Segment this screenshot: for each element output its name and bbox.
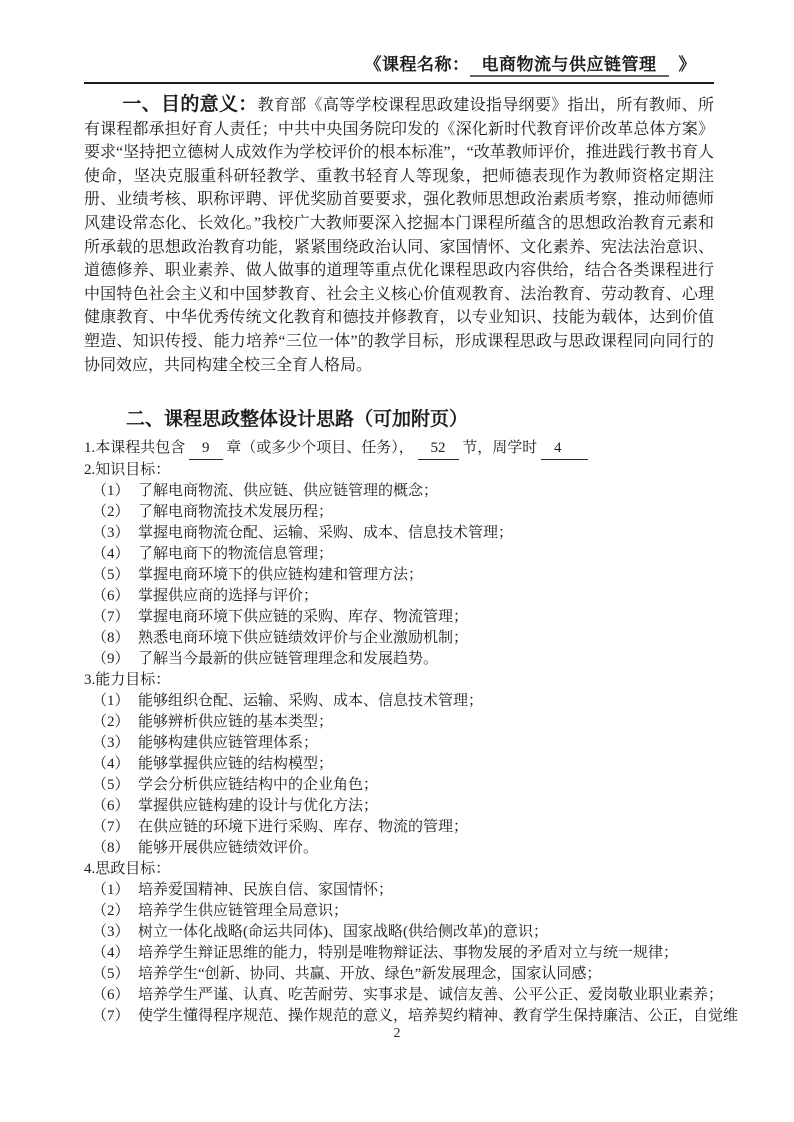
item-number: （7） bbox=[92, 819, 130, 836]
sections-blank: 52 bbox=[418, 438, 459, 460]
page-number: 2 bbox=[393, 1026, 401, 1041]
list-item bbox=[84, 796, 714, 817]
item-number: （3） bbox=[92, 525, 130, 542]
course-scale-mid2: 节，周学时 bbox=[462, 440, 538, 457]
section1-heading: 一、目的意义： bbox=[122, 94, 258, 115]
list-item bbox=[84, 901, 714, 922]
item-number: （4） bbox=[92, 546, 130, 563]
list-item bbox=[84, 607, 714, 628]
item-text: 熟悉电商环境下供应链绩效评价与企业激励机制； bbox=[138, 630, 469, 647]
list-item bbox=[84, 502, 714, 523]
item-number: （6） bbox=[92, 987, 130, 1004]
item-number: （4） bbox=[92, 945, 130, 962]
list-item bbox=[84, 922, 714, 943]
course-label-open: 《课程名称： bbox=[364, 55, 470, 74]
item-text: 能够掌握供应链的结构模型； bbox=[138, 756, 334, 773]
item-text: 树立一体化战略(命运共同体)、国家战略(供给侧改革)的意识； bbox=[138, 924, 548, 941]
list-item bbox=[84, 838, 714, 859]
course-label-close: 》 bbox=[678, 55, 696, 74]
item-number: （5） bbox=[92, 966, 130, 983]
item-text: 掌握电商物流仓配、运输、采购、成本、信息技术管理； bbox=[138, 525, 514, 542]
list-item bbox=[84, 691, 714, 712]
item-text: 能够组织仓配、运输、采购、成本、信息技术管理； bbox=[138, 693, 484, 710]
ability-label: 3.能力目标： bbox=[84, 672, 171, 689]
item-number: （8） bbox=[92, 630, 130, 647]
item-text: 掌握电商环境下的供应链构建和管理方法； bbox=[138, 567, 424, 584]
item-number: （5） bbox=[92, 567, 130, 584]
list-item bbox=[84, 1006, 739, 1027]
weekly-hours-blank: 4 bbox=[541, 438, 588, 460]
item-number: （6） bbox=[92, 798, 130, 815]
list-item bbox=[84, 943, 714, 964]
course-scale-line bbox=[84, 438, 714, 460]
item-text: 培养学生辩证思维的能力，特别是唯物辩证法、事物发展的矛盾对立与统一规律； bbox=[138, 945, 679, 962]
item-text: 培养学生供应链管理全局意识； bbox=[138, 903, 349, 920]
knowledge-label: 2.知识目标： bbox=[84, 462, 171, 479]
list-item bbox=[84, 544, 714, 565]
list-item bbox=[84, 565, 714, 586]
list-item bbox=[84, 733, 714, 754]
item-text: 能够开展供应链绩效评价。 bbox=[138, 840, 319, 857]
course-scale-mid1: 章（或多少个项目、任务）， bbox=[226, 440, 414, 457]
item-text: 培养学生严谨、认真、吃苦耐劳、实事求是、诚信友善、公平公正、爱岗敬业职业素养； bbox=[138, 987, 724, 1004]
item-number: （3） bbox=[92, 924, 130, 941]
list-item bbox=[84, 628, 714, 649]
course-scale-pre: 1.本课程共包含 bbox=[84, 440, 186, 457]
list-item bbox=[84, 481, 714, 502]
item-text: 掌握供应商的选择与评价； bbox=[138, 588, 319, 605]
item-number: （7） bbox=[92, 1008, 130, 1025]
list-item bbox=[84, 985, 724, 1006]
list-item bbox=[84, 586, 714, 607]
ideology-label: 4.思政目标： bbox=[84, 861, 171, 878]
item-number: （2） bbox=[92, 714, 130, 731]
item-number: （2） bbox=[92, 504, 130, 521]
item-text: 了解当今最新的供应链管理理念和发展趋势。 bbox=[138, 651, 439, 668]
item-text: 在供应链的环境下进行采购、库存、物流的管理； bbox=[138, 819, 469, 836]
item-text: 使学生懂得程序规范、操作规范的意义，培养契约精神、教育学生保持廉洁、公正，自觉维 bbox=[138, 1008, 739, 1025]
item-text: 了解电商下的物流信息管理； bbox=[138, 546, 334, 563]
item-number: （1） bbox=[92, 693, 130, 710]
item-text: 培养爱国精神、民族自信、家国情怀； bbox=[138, 882, 394, 899]
list-item bbox=[84, 523, 714, 544]
list-item bbox=[84, 880, 714, 901]
section2-heading: 二、课程思政整体设计思路（可加附页） bbox=[126, 409, 469, 431]
list-item bbox=[84, 712, 714, 733]
list-item bbox=[84, 649, 714, 670]
list-item bbox=[84, 964, 714, 985]
item-text: 能够辨析供应链的基本类型； bbox=[138, 714, 334, 731]
list-item bbox=[84, 775, 714, 796]
item-text: 了解电商物流、供应链、供应链管理的概念； bbox=[138, 483, 439, 500]
item-number: （3） bbox=[92, 735, 130, 752]
course-name: 电商物流与供应链管理 bbox=[470, 50, 669, 77]
page-content bbox=[84, 50, 739, 1027]
section1-paragraph bbox=[84, 93, 714, 377]
item-number: （4） bbox=[92, 756, 130, 773]
item-text: 了解电商物流技术发展历程； bbox=[138, 504, 334, 521]
list-item bbox=[84, 754, 714, 775]
item-number: （5） bbox=[92, 777, 130, 794]
item-text: 能够构建供应链管理体系； bbox=[138, 735, 319, 752]
item-number: （1） bbox=[92, 882, 130, 899]
item-number: （2） bbox=[92, 903, 130, 920]
chapters-blank: 9 bbox=[189, 438, 223, 460]
section1-body: 教育部《高等学校课程思政建设指导纲要》指出，所有教师、所有课程都承担好育人责任；中共中央国务院印发的《深化新时代教育评价改革总体方案》要求“坚持把立德树人成效作为学校评价的根本标准”，“改革教师评价，推进践行教书育人使命，坚决克服重科研轻教学、重教书轻育人等现象，把师德表现作为教师资格定期注册、业绩考核、职称评聘、评优奖励首要要求，强化教师思想政治素质考察，推动师德师风建设常态化、长效化。”我校广大教师要深入挖掘本门课程所蕴含的思想政治教育元素和所承载的思想政治教育功能，紧紧围绕政治认同、家国情怀、文化素养、宪法法治意识、道德修养、职业素养、做人做事的道理等重点优化课程思政内容供给，结合各类课程进行中国特色社会主义和中国梦教育、社会主义核心价值观教育、法治教育、劳动教育、心理健康教育、中华优秀传统文化教育和德技并修教育，以专业知识、技能为载体，达到价值塑造、知识传授、能力培养“三位一体”的教学目标，形成课程思政与思政课程同向同行的协同效应，共同构建全校三全育人格局。 bbox=[84, 97, 714, 374]
item-number: （8） bbox=[92, 840, 130, 857]
item-text: 掌握供应链构建的设计与优化方法； bbox=[138, 798, 379, 815]
item-text: 学会分析供应链结构中的企业角色； bbox=[138, 777, 379, 794]
course-title-header bbox=[84, 50, 714, 84]
item-text: 培养学生“创新、协同、共赢、开放、绿色”新发展理念，国家认同感； bbox=[138, 966, 602, 983]
item-text: 掌握电商环境下供应链的采购、库存、物流管理； bbox=[138, 609, 469, 626]
item-number: （7） bbox=[92, 609, 130, 626]
item-number: （6） bbox=[92, 588, 130, 605]
item-number: （1） bbox=[92, 483, 130, 500]
item-number: （9） bbox=[92, 651, 130, 668]
list-item bbox=[84, 817, 714, 838]
